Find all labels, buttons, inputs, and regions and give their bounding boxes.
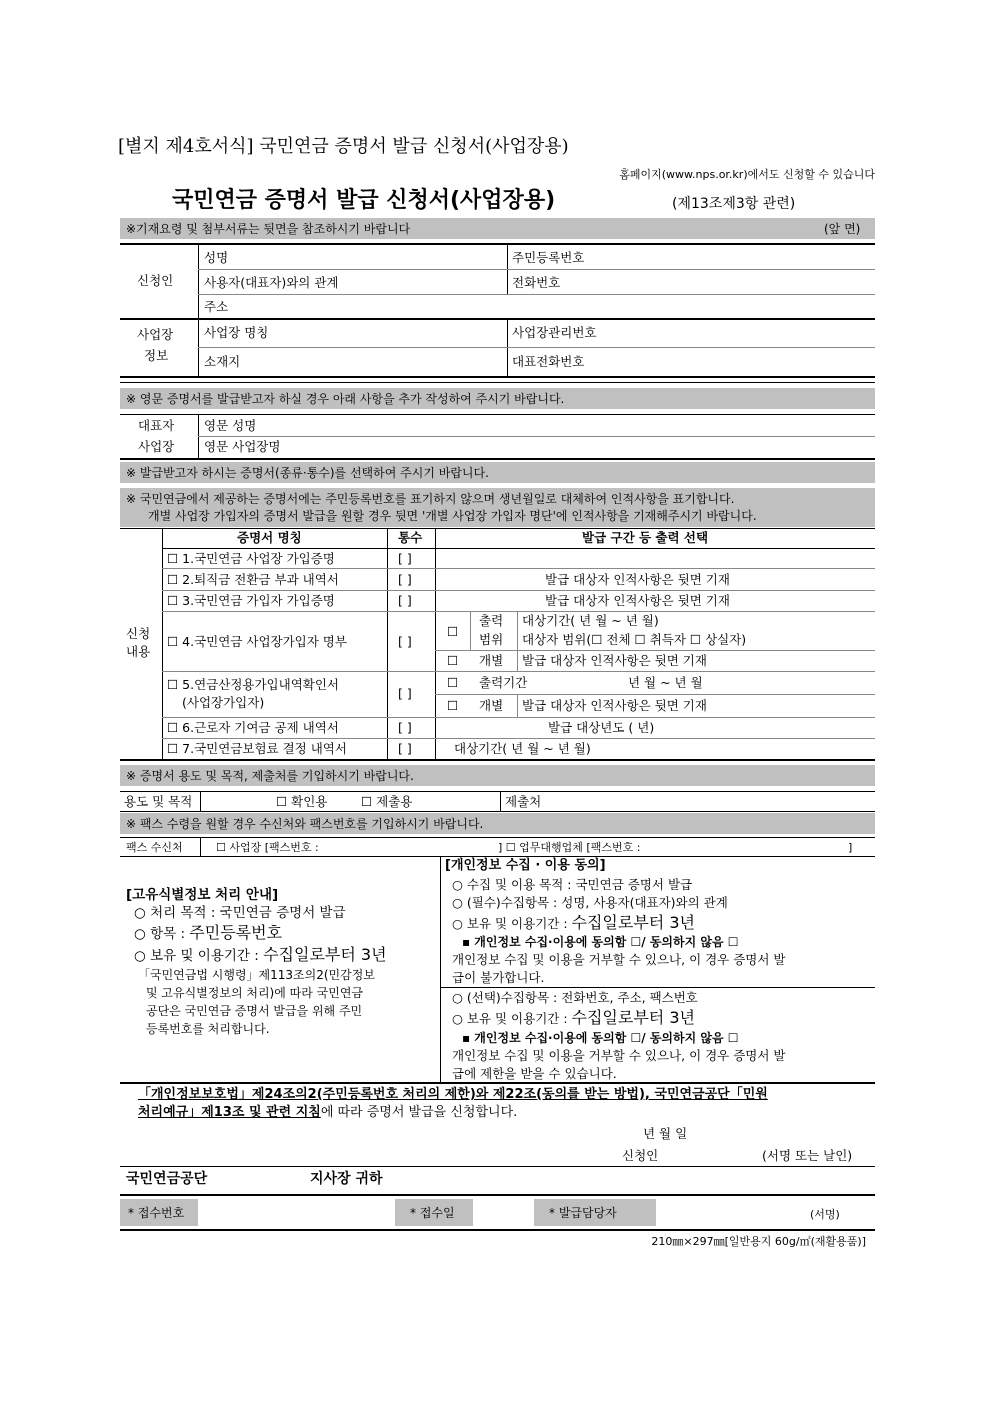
- cert-item-1-count[interactable]: [ ]: [398, 551, 412, 566]
- recipient-branch: 지사장 귀하: [310, 1171, 383, 1187]
- cert-item-5-subtitle: (사업장가입자): [182, 695, 265, 710]
- consent-refuse-note-2b: 급에 제한을 받을 수 있습니다.: [452, 1066, 617, 1081]
- applicant-phone-field[interactable]: 전화번호: [512, 275, 561, 290]
- english-rep-label: 대표자: [138, 418, 175, 433]
- consent-agree-optional[interactable]: ▪ 개인정보 수집·이용에 동의함 ☐/ 동의하지 않음 ☐: [462, 1031, 739, 1045]
- declaration-sign[interactable]: (서명 또는 날인): [762, 1148, 853, 1163]
- consent-refuse-note-2a: 개인정보 수집 및 이용을 거부할 수 있으나, 이 경우 증명서 발: [452, 1048, 786, 1063]
- cert-item-5-individual-label: 개별: [479, 698, 504, 713]
- applicant-address-field[interactable]: 주소: [204, 299, 229, 314]
- cert-item-4-individual-option: 발급 대상자 인적사항은 뒷면 기재: [522, 653, 707, 668]
- workplace-section-label-2: 정보: [144, 348, 169, 363]
- page-title: 국민연금 증명서 발급 신청서(사업장용): [172, 188, 556, 213]
- cert-item-6[interactable]: ☐ 6.근로자 기여금 공제 내역서: [167, 720, 339, 735]
- officer-label: * 발급담당자: [549, 1206, 617, 1220]
- workplace-mgmt-no-field[interactable]: 사업장관리번호: [512, 325, 597, 340]
- col-output-option: 발급 구간 등 출력 선택: [582, 530, 709, 545]
- cert-item-5-output-label: 출력기간: [479, 675, 528, 690]
- consent-agree-required[interactable]: ▪ 개인정보 수집·이용에 동의함 ☐/ 동의하지 않음 ☐: [462, 935, 739, 949]
- title-reference: (제13조제3항 관련): [672, 196, 796, 212]
- fax-workplace-option[interactable]: ☐ 사업장 [팩스번호 :: [216, 841, 319, 854]
- workplace-name-field[interactable]: 사업장 명칭: [204, 325, 269, 340]
- col-cert-name: 증명서 명칭: [237, 530, 302, 545]
- cert-item-5-count[interactable]: [ ]: [398, 686, 412, 701]
- cert-item-5-period[interactable]: 년 월 ~ 년 월: [628, 675, 703, 690]
- submission-destination-field[interactable]: 제출처: [505, 794, 542, 809]
- cert-item-3-option: 발급 대상자 인적사항은 뒷면 기재: [545, 593, 730, 608]
- rrn-notice-1: ※ 국민연금에서 제공하는 증명서에는 주민등록번호를 표기하지 않으며 생년월일로 대체하여 인적사항을 표기합니다.: [126, 492, 735, 506]
- unique-id-law-3: 공단은 국민연금 증명서 발급을 위해 주민: [146, 1004, 363, 1018]
- unique-id-item: ○ 항목 : 주민등록번호: [134, 923, 283, 942]
- declaration-date[interactable]: 년 월 일: [643, 1126, 688, 1141]
- consent-retention: ○ 보유 및 이용기간 : 수집일로부터 3년: [452, 913, 695, 932]
- applicant-relation-field[interactable]: 사용자(대표자)와의 관계: [204, 275, 339, 290]
- cert-item-4-individual-label: 개별: [479, 653, 504, 668]
- unique-id-law-4: 등록번호를 처리합니다.: [146, 1022, 270, 1036]
- consent-title: [개인정보 수집 · 이용 동의]: [445, 858, 606, 873]
- consent-purpose: ○ 수집 및 이용 목적 : 국민연금 증명서 발급: [452, 877, 693, 892]
- applicant-name-field[interactable]: 성명: [204, 250, 229, 265]
- receipt-date-label: * 접수일: [410, 1206, 455, 1220]
- consent-retention-2: ○ 보유 및 이용기간 : 수집일로부터 3년: [452, 1008, 695, 1027]
- workplace-rep-phone-field[interactable]: 대표전화번호: [512, 354, 585, 369]
- cert-item-3-count[interactable]: [ ]: [398, 593, 412, 608]
- rrn-notice-2: 개별 사업장 가입자의 증명서 발급을 원할 경우 뒷면 '개별 사업장 가입자 명단'에 인적사항을 기재해주시기 바랍니다.: [148, 509, 757, 523]
- unique-id-title: [고유식별정보 처리 안내]: [126, 887, 279, 903]
- consent-refuse-note-1b: 급이 불가합니다.: [452, 970, 545, 985]
- declaration-applicant-label: 신청인: [622, 1148, 659, 1163]
- purpose-submit-checkbox[interactable]: ☐ 제출용: [361, 794, 413, 809]
- consent-refuse-note-1a: 개인정보 수집 및 이용을 거부할 수 있으나, 이 경우 증명서 발: [452, 952, 786, 967]
- cert-item-5-individual-checkbox[interactable]: ☐: [447, 698, 459, 713]
- homepage-note: 홈페이지(www.nps.or.kr)에서도 신청할 수 있습니다: [619, 168, 875, 181]
- request-side-label-2: 내용: [126, 644, 151, 659]
- workplace-section-label-1: 사업장: [137, 327, 174, 342]
- form-label: [별지 제4호서식] 국민연금 증명서 발급 신청서(사업장용): [118, 136, 569, 157]
- cert-item-4-count[interactable]: [ ]: [398, 634, 412, 649]
- unique-id-retention: ○ 보유 및 이용기간 : 수집일로부터 3년: [134, 945, 387, 964]
- cert-item-7[interactable]: ☐ 7.국민연금보험료 결정 내역서: [167, 741, 347, 756]
- cert-item-4-output-checkbox[interactable]: ☐: [447, 624, 459, 639]
- cert-item-4-range-label: 범위: [479, 632, 504, 647]
- cert-item-5[interactable]: ☐ 5.연금산정용가입내역확인서: [167, 677, 340, 692]
- fax-agent-option[interactable]: ] ☐ 업무대행업체 [팩스번호 :: [498, 841, 641, 854]
- cert-item-4[interactable]: ☐ 4.국민연금 사업장가입자 명부: [167, 634, 347, 649]
- col-count: 통수: [398, 530, 423, 545]
- declaration-line-1: 「개인정보보호법」제24조의2(주민등록번호 처리의 제한)와 제22조(동의를 받는 방법), 국민연금공단「민원: [138, 1087, 768, 1102]
- english-rep-name-field[interactable]: 영문 성명: [204, 418, 257, 433]
- unique-id-law-1: 「국민연금법 시행령」제113조의2(민감정보: [138, 968, 375, 982]
- fax-notice: ※ 팩스 수령을 원할 경우 수신처와 팩스번호를 기입하시기 바랍니다.: [126, 817, 484, 831]
- cert-item-1[interactable]: ☐ 1.국민연금 사업장 가입증명: [167, 551, 335, 566]
- receipt-no-label: * 접수번호: [128, 1206, 185, 1220]
- purpose-confirm-checkbox[interactable]: ☐ 확인용: [276, 794, 328, 809]
- english-biz-label: 사업장: [138, 439, 175, 454]
- request-side-label-1: 신청: [126, 626, 151, 641]
- workplace-location-field[interactable]: 소재지: [204, 354, 241, 369]
- purpose-label: 용도 및 목적: [124, 794, 193, 809]
- select-notice: ※ 발급받고자 하시는 증명서(종류·통수)를 선택하여 주시기 바랍니다.: [126, 466, 489, 480]
- declaration-line-2: 처리예규」제13조 및 관련 지침에 따라 증명서 발급을 신청합니다.: [138, 1105, 518, 1120]
- cert-item-5-output-checkbox[interactable]: ☐: [447, 675, 459, 690]
- english-biz-name-field[interactable]: 영문 사업장명: [204, 439, 281, 454]
- english-notice: ※ 영문 증명서를 발급받고자 하실 경우 아래 사항을 추가 작성하여 주시기 바랍니다.: [126, 392, 565, 406]
- purpose-notice: ※ 증명서 용도 및 목적, 제출처를 기입하시기 바랍니다.: [126, 769, 414, 783]
- consent-required-items: ○ (필수)수집항목 : 성명, 사용자(대표자)와의 관계: [452, 895, 728, 910]
- cert-item-4-scope[interactable]: 대상자 범위(☐ 전체 ☐ 취득자 ☐ 상실자): [522, 632, 747, 647]
- fax-bracket-end: ]: [848, 841, 853, 854]
- applicant-section-label: 신청인: [137, 273, 174, 288]
- cert-item-2-option: 발급 대상자 인적사항은 뒷면 기재: [545, 572, 730, 587]
- front-label: (앞 면): [824, 222, 861, 236]
- cert-item-3[interactable]: ☐ 3.국민연금 가입자 가입증명: [167, 593, 335, 608]
- cert-item-6-option[interactable]: 발급 대상년도 ( 년): [548, 720, 655, 735]
- cert-item-4-output-label: 출력: [479, 613, 504, 628]
- fax-label: 팩스 수신처: [126, 841, 183, 854]
- cert-item-5-individual-option: 발급 대상자 인적사항은 뒷면 기재: [522, 698, 707, 713]
- recipient-org: 국민연금공단: [126, 1171, 208, 1187]
- unique-id-law-2: 및 고유식별정보의 처리)에 따라 국민연금: [146, 986, 364, 1000]
- cert-item-7-option[interactable]: 대상기간( 년 월 ~ 년 월): [454, 741, 591, 756]
- cert-item-4-period[interactable]: 대상기간( 년 월 ~ 년 월): [522, 613, 659, 628]
- cert-item-2-count[interactable]: [ ]: [398, 572, 412, 587]
- cert-item-7-count[interactable]: [ ]: [398, 741, 412, 756]
- cert-item-2[interactable]: ☐ 2.퇴직금 전환금 부과 내역서: [167, 572, 339, 587]
- paper-spec: 210㎜×297㎜[일반용지 60g/㎡(재활용품)]: [651, 1235, 866, 1248]
- cert-item-4-individual-checkbox[interactable]: ☐: [447, 653, 459, 668]
- cert-item-6-count[interactable]: [ ]: [398, 720, 412, 735]
- consent-optional-items: ○ (선택)수집항목 : 전화번호, 주소, 팩스번호: [452, 990, 698, 1005]
- unique-id-purpose: ○ 처리 목적 : 국민연금 증명서 발급: [134, 905, 346, 921]
- notice-text: ※기재요령 및 첨부서류는 뒷면을 참조하시기 바랍니다: [126, 222, 411, 236]
- applicant-rrn-field[interactable]: 주민등록번호: [512, 250, 585, 265]
- officer-sign[interactable]: (서명): [810, 1208, 840, 1221]
